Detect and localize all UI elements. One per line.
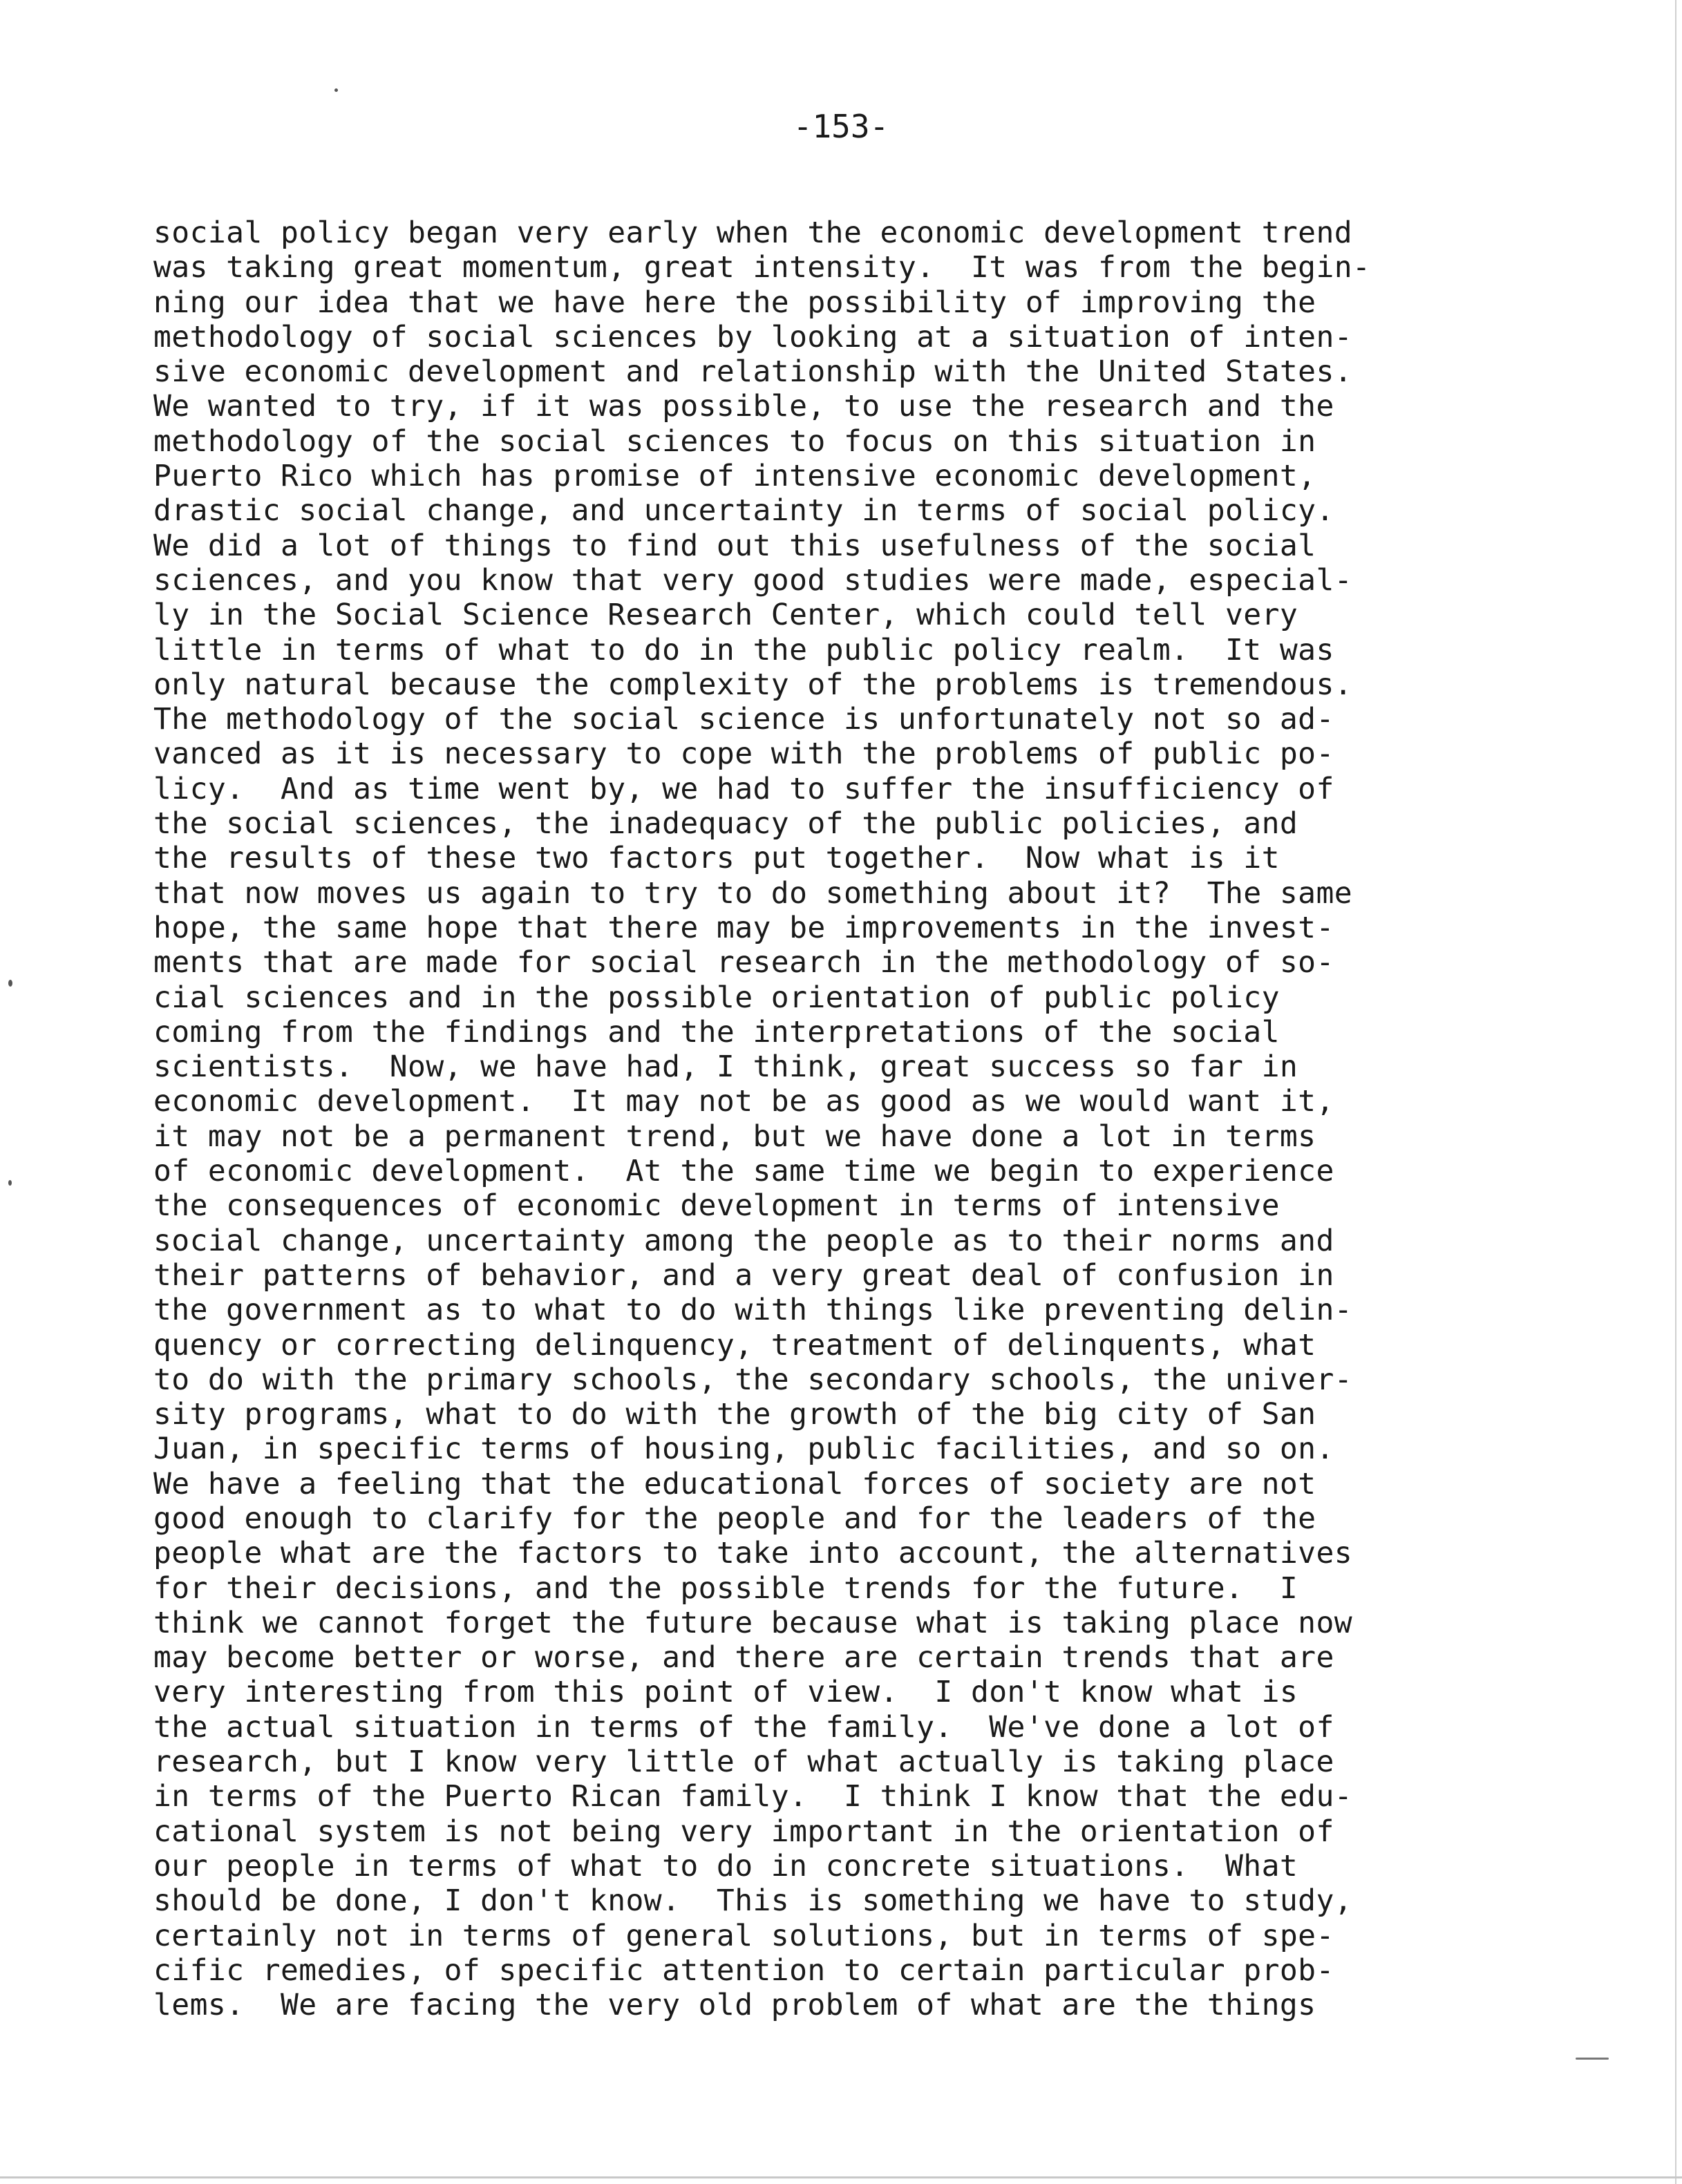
text-line: Puerto Rico which has promise of intensive economic development, bbox=[153, 459, 1316, 494]
text-line: good enough to clarify for the people and for the leaders of the bbox=[153, 1501, 1316, 1536]
text-line: to do with the primary schools, the secondary schools, the univer- bbox=[153, 1362, 1353, 1397]
text-line: only natural because the complexity of the problems is tremendous. bbox=[153, 667, 1353, 702]
text-line: was taking great momentum, great intensity. It was from the begin- bbox=[153, 250, 1371, 285]
text-line: sciences, and you know that very good studies were made, especial- bbox=[153, 562, 1353, 598]
text-line: social policy began very early when the economic development trend bbox=[153, 216, 1353, 250]
text-line: may become better or worse, and there are certain trends that are bbox=[153, 1640, 1334, 1675]
text-line: ly in the Social Science Research Center, which could tell very bbox=[153, 598, 1298, 633]
text-line: drastic social change, and uncertainty in terms of social policy. bbox=[153, 493, 1334, 529]
text-line: the results of these two factors put together. Now what is it bbox=[153, 841, 1280, 876]
text-line: ments that are made for social research in the methodology of so- bbox=[153, 945, 1334, 980]
text-line: it may not be a permanent trend, but we have done a lot in terms bbox=[153, 1119, 1316, 1154]
text-line: social change, uncertainty among the people as to their norms and bbox=[153, 1223, 1334, 1258]
text-line: hope, the same hope that there may be improvements in the invest- bbox=[153, 910, 1334, 945]
text-line: We wanted to try, if it was possible, to use the research and the bbox=[153, 389, 1334, 424]
text-line: the consequences of economic development in terms of intensive bbox=[153, 1188, 1280, 1224]
scan-speck bbox=[1576, 2058, 1609, 2060]
text-line: the actual situation in terms of the family. We've done a lot of bbox=[153, 1709, 1334, 1745]
text-line: research, but I know very little of what actually is taking place bbox=[153, 1745, 1334, 1780]
text-line: their patterns of behavior, and a very great deal of confusion in bbox=[153, 1257, 1334, 1293]
text-line: scientists. Now, we have had, I think, great success so far in bbox=[153, 1050, 1298, 1085]
body-paragraph bbox=[153, 216, 1674, 2022]
text-line: people what are the factors to take into account, the alternatives bbox=[153, 1536, 1353, 1571]
text-line: our people in terms of what to do in concrete situations. What bbox=[153, 1848, 1298, 1883]
text-line: certainly not in terms of general solutions, but in terms of spe- bbox=[153, 1918, 1334, 1953]
page-edge-right bbox=[1675, 0, 1676, 2184]
page-edge-bottom bbox=[0, 2176, 1682, 2178]
text-line: licy. And as time went by, we had to suffer the insufficiency of bbox=[153, 771, 1334, 806]
scan-speck bbox=[8, 1180, 12, 1186]
text-line: cific remedies, of specific attention to certain particular prob- bbox=[153, 1953, 1334, 1988]
text-line: the government as to what to do with things like preventing delin- bbox=[153, 1293, 1353, 1328]
text-line: the social sciences, the inadequacy of the public policies, and bbox=[153, 806, 1298, 842]
text-line: of economic development. At the same time we begin to experience bbox=[153, 1154, 1334, 1189]
text-line: methodology of social sciences by looking at a situation of inten- bbox=[153, 319, 1353, 354]
text-line: economic development. It may not be as good as we would want it, bbox=[153, 1084, 1334, 1119]
text-line: should be done, I don't know. This is something we have to study, bbox=[153, 1883, 1353, 1919]
text-line: sity programs, what to do with the growth of the big city of San bbox=[153, 1397, 1316, 1432]
text-line: sive economic development and relationship with the United States. bbox=[153, 354, 1353, 390]
text-line: We have a feeling that the educational forces of society are not bbox=[153, 1466, 1316, 1501]
text-line: cial sciences and in the possible orientation of public policy bbox=[153, 980, 1280, 1015]
text-line: ning our idea that we have here the possibility of improving the bbox=[153, 285, 1316, 320]
text-line: We did a lot of things to find out this usefulness of the social bbox=[153, 528, 1316, 563]
text-line: cational system is not being very important in the orientation of bbox=[153, 1814, 1334, 1849]
text-line: little in terms of what to do in the public policy realm. It was bbox=[153, 632, 1334, 667]
text-line: vanced as it is necessary to cope with the problems of public po- bbox=[153, 737, 1334, 772]
text-line: lems. We are facing the very old problem of what are the things bbox=[153, 1988, 1316, 2023]
text-line: coming from the findings and the interpretations of the social bbox=[153, 1014, 1280, 1050]
text-line: very interesting from this point of view. I don't know what is bbox=[153, 1675, 1298, 1710]
text-line: that now moves us again to try to do something about it? The same bbox=[153, 875, 1353, 911]
text-line: The methodology of the social science is unfortunately not so ad- bbox=[153, 702, 1334, 737]
scan-speck bbox=[334, 88, 338, 92]
text-line: think we cannot forget the future because what is taking place now bbox=[153, 1605, 1353, 1640]
text-line: for their decisions, and the possible trends for the future. I bbox=[153, 1570, 1298, 1606]
text-line: methodology of the social sciences to focus on this situation in bbox=[153, 424, 1316, 459]
text-line: in terms of the Puerto Rican family. I think I know that the edu- bbox=[153, 1779, 1353, 1814]
text-line: quency or correcting delinquency, treatment of delinquents, what bbox=[153, 1327, 1316, 1362]
page-number: -153- bbox=[793, 108, 889, 145]
scan-speck bbox=[8, 980, 12, 987]
text-line: Juan, in specific terms of housing, public facilities, and so on. bbox=[153, 1432, 1334, 1467]
